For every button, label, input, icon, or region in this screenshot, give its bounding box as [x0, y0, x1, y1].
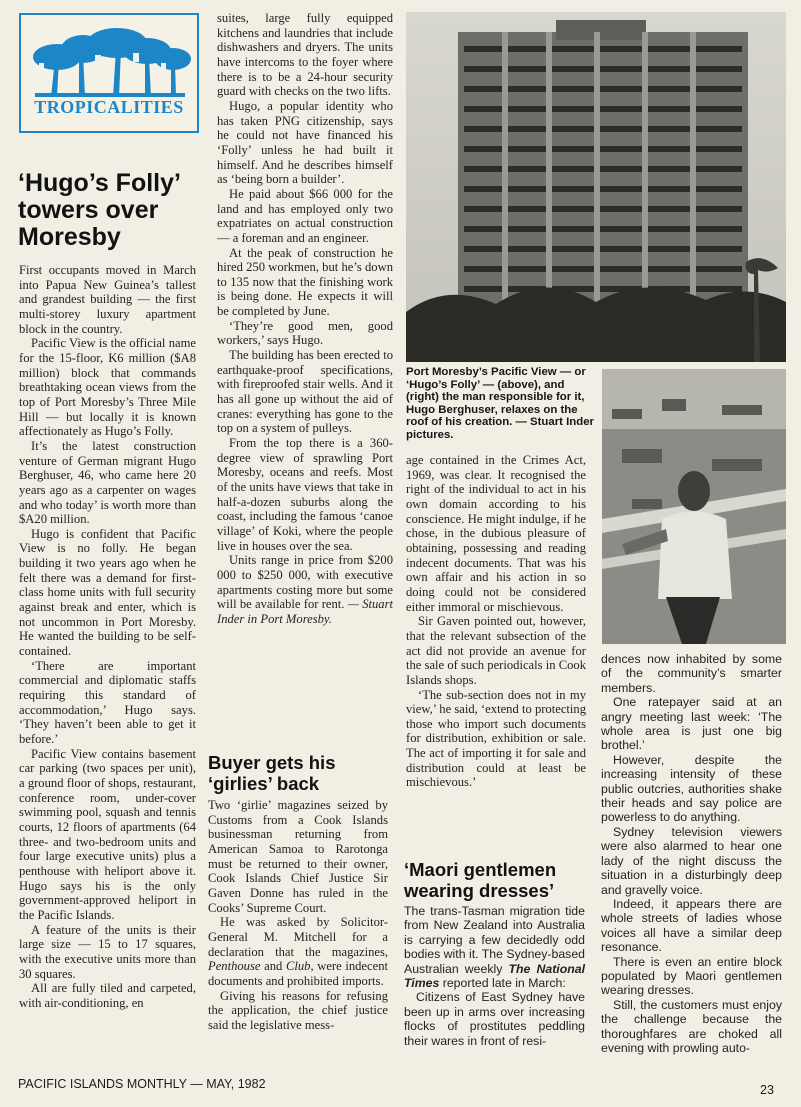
article-column-2-lower — [208, 798, 388, 1033]
article-column-3 — [406, 453, 586, 790]
paragraph: Two ‘girlie’ magazines seized by Customs from a Cook Islands businessman returning from American Samoa to Rarotonga must be returned to their owner, Cook Islands Chief Justice Sir Gaven Donne has ruled in the Cooks’ Supreme Court. — [208, 798, 388, 915]
headline-line: ‘girlies’ back — [208, 773, 320, 794]
page-number: 23 — [760, 1083, 774, 1097]
paragraph-text: reported late in March: — [439, 976, 566, 991]
paragraph-text: Units range in price from $200 000 to $250 000, with executive apartments costing more but some will be available for rent. — [217, 553, 393, 612]
magazine-title: Penthouse — [208, 959, 261, 974]
headline-line: ‘Hugo’s Folly’ — [18, 169, 181, 197]
building-photo-image — [406, 12, 786, 362]
paragraph: At the peak of construction he hired 250 workmen, but he’s down to 135 now that the finishing work is being done. He expects it will be completed by June. — [217, 245, 393, 319]
paragraph: Citizens of East Sydney have been up in arms over increasing flocks of prostitutes peddling their wares in front of resi- — [404, 990, 585, 1048]
newspaper-title: The National Times — [404, 961, 585, 991]
paragraph: dences now inhabited by some of the community’s smarter members. — [601, 652, 782, 695]
paragraph: One ratepayer said at an angry meeting last week: ‘The whole area is just one big brothel.’ — [601, 695, 782, 753]
paragraph: Hugo is confident that Pacific View is no folly. He began building it two years ago when he felt there was a demand for first-class home units with full security against break and enter, which is not uncommon in Port Moresby. He wanted the building to be self-contained. — [19, 526, 196, 659]
paragraph: Sydney television viewers were also alarmed to hear one lady of the night discuss the situation in a disturbingly deep and gravelly voice. — [601, 824, 782, 897]
byline: — Stuart Inder in Port Moresby. — [217, 597, 393, 626]
headline-line: Buyer gets his — [208, 752, 336, 773]
paragraph: However, despite the increasing intensity of these public outcries, authorities shake their heads and say police are powerless to do anything. — [601, 752, 782, 825]
paragraph: suites, large fully equipped kitchens and laundries that include dishwashers and dryers. The units have intercoms to the foyer where there is to be a 24-hour security guard with checks on the two lifts. — [217, 11, 393, 99]
article-column-3-lower — [404, 904, 585, 1048]
paragraph: ‘There are important commercial and diplomatic staffs requiring this standard of accommodation,’ Hugo says. ‘They haven’t been able to get it before.’ — [19, 658, 196, 746]
paragraph — [208, 915, 388, 988]
paragraph: ‘The sub-section does not in my view,’ he said, ‘extend to protecting those who import such documents for distribution, exhibition or sale. The act of importing it for sale and distribution could at least be mischievous.’ — [406, 687, 586, 790]
article-headline — [404, 859, 600, 901]
paragraph: There is even an entire block populated by Maori gentlemen wearing dresses. — [601, 954, 782, 998]
photo-caption: Port Moresby’s Pacific View — or ‘Hugo’s Folly’ — (above), and (right) the man responsible for it, Hugo Berghuser, relaxes on the roof of his creation. — Stuart Inder pictures. — [406, 366, 594, 441]
paragraph: A feature of the units is their large size — 15 to 17 squares, with the executive units more than 30 squares. — [19, 922, 196, 981]
paragraph: age contained in the Crimes Act, 1969, was clear. It recognised the right of the individual to act in his own domain according to his conscience. He might indulge, if he chose, in the dubious pleasure of obtaining, possessing and reading indecent documents. That was his own affair and his action in so doing could not be considered either immoral or mischievous. — [406, 453, 586, 614]
paragraph-text: The trans-Tasman migration tide from New Zealand into Australia is carrying a few decidedly odd bodies with it. The Sydney-based Australian weekly — [404, 904, 585, 976]
palm-trees-logo-icon — [21, 19, 197, 99]
footer-publication: PACIFIC ISLANDS MONTHLY — MAY, 1982 — [18, 1077, 266, 1091]
article-headline — [18, 170, 208, 251]
paragraph: All are fully tiled and carpeted, with air-conditioning, en — [19, 981, 196, 1010]
paragraph: Still, the customers must enjoy the challenge because the thoroughfares are choked all evening with prowling auto- — [601, 997, 782, 1055]
headline-line: towers over — [18, 196, 159, 224]
paragraph: Hugo, a popular identity who has taken PNG citizenship, says he could not have financed his ‘Folly’ unless he had built it himself. And he describes himself as ‘being born a builder’. — [217, 98, 393, 187]
paragraph — [404, 904, 585, 990]
paragraph-text: and — [260, 959, 286, 974]
magazine-title: Club — [285, 959, 311, 974]
paragraph: From the top there is a 360-degree view of sprawling Port Moresby, oceans and reefs. Most of the units have views that take in half-a-dozen suburbs along the coast, including the famous ‘canoe village’ of Koki, where the people live in houses over the sea. — [217, 436, 393, 553]
headline-line: ‘Maori gentlemen — [404, 859, 557, 880]
paragraph: Pacific View is the official name for the 15-floor, K6 million ($A8 million) block that commands breathtaking ocean views from the top of Port Moresby’s Three Mile Hill — but locally it is known affectionately as Hugo’s Folly. — [19, 336, 196, 439]
building-photo — [406, 12, 786, 362]
paragraph: Pacific View contains basement car parking (two spaces per unit), a ground floor of shops, restaurant, conference room, under-cover swimming pool, squash and tennis courts, 12 floors of apartments (64 three- and two-bedroom units and four large executive units) plus a penthouse with heliport above it. Hugo says his is the only government-approved heliport in the Pacific Islands. — [19, 746, 196, 922]
headline-line: wearing dresses’ — [404, 880, 555, 901]
section-title: TROPICALITIES — [34, 97, 184, 117]
paragraph — [217, 553, 393, 626]
headline-line: Moresby — [18, 223, 121, 251]
article-column-4 — [601, 652, 782, 1055]
paragraph-text: He was asked by Solicitor-General M. Mitchell for a declaration that the magazines, — [208, 915, 388, 959]
paragraph: Sir Gaven pointed out, however, that the relevant subsection of the act did not provide an avenue for the sale of such periodicals in Cook Islands shops. — [406, 614, 586, 687]
article-headline — [208, 752, 398, 794]
portrait-photo-image — [602, 369, 786, 644]
paragraph: It’s the latest construction venture of German migrant Hugo Berghuser, 46, who came here 20 years ago as a carpenter on wages and who today’ is worth more than $A20 million. — [19, 438, 196, 527]
portrait-photo — [602, 369, 786, 644]
article-column-2 — [217, 11, 393, 627]
section-logo — [19, 13, 199, 133]
paragraph: Giving his reasons for refusing the application, the chief justice said the legislative mess- — [208, 988, 388, 1032]
paragraph: The building has been erected to earthquake-proof specifications, with fireproofed stair wells. And it has all gone up without the aid of cranes: everything has gone to the top on a system of pulleys. — [217, 348, 394, 436]
paragraph: Indeed, it appears there are whole streets of ladies whose voices all have a similar deep resonance. — [601, 896, 782, 955]
paragraph: He paid about $66 000 for the land and has employed only two expatriates on actual construction — a foreman and an engineer. — [217, 186, 393, 245]
article-column-1 — [19, 263, 196, 1010]
paragraph: ‘They’re good men, good workers,’ says Hugo. — [217, 318, 393, 348]
paragraph-text: , were indecent documents and prohibited imports. — [208, 959, 388, 988]
paragraph: First occupants moved in March into Papua New Guinea’s tallest and grandest building — the first multi-storey luxury apartment block in the country. — [19, 263, 196, 336]
